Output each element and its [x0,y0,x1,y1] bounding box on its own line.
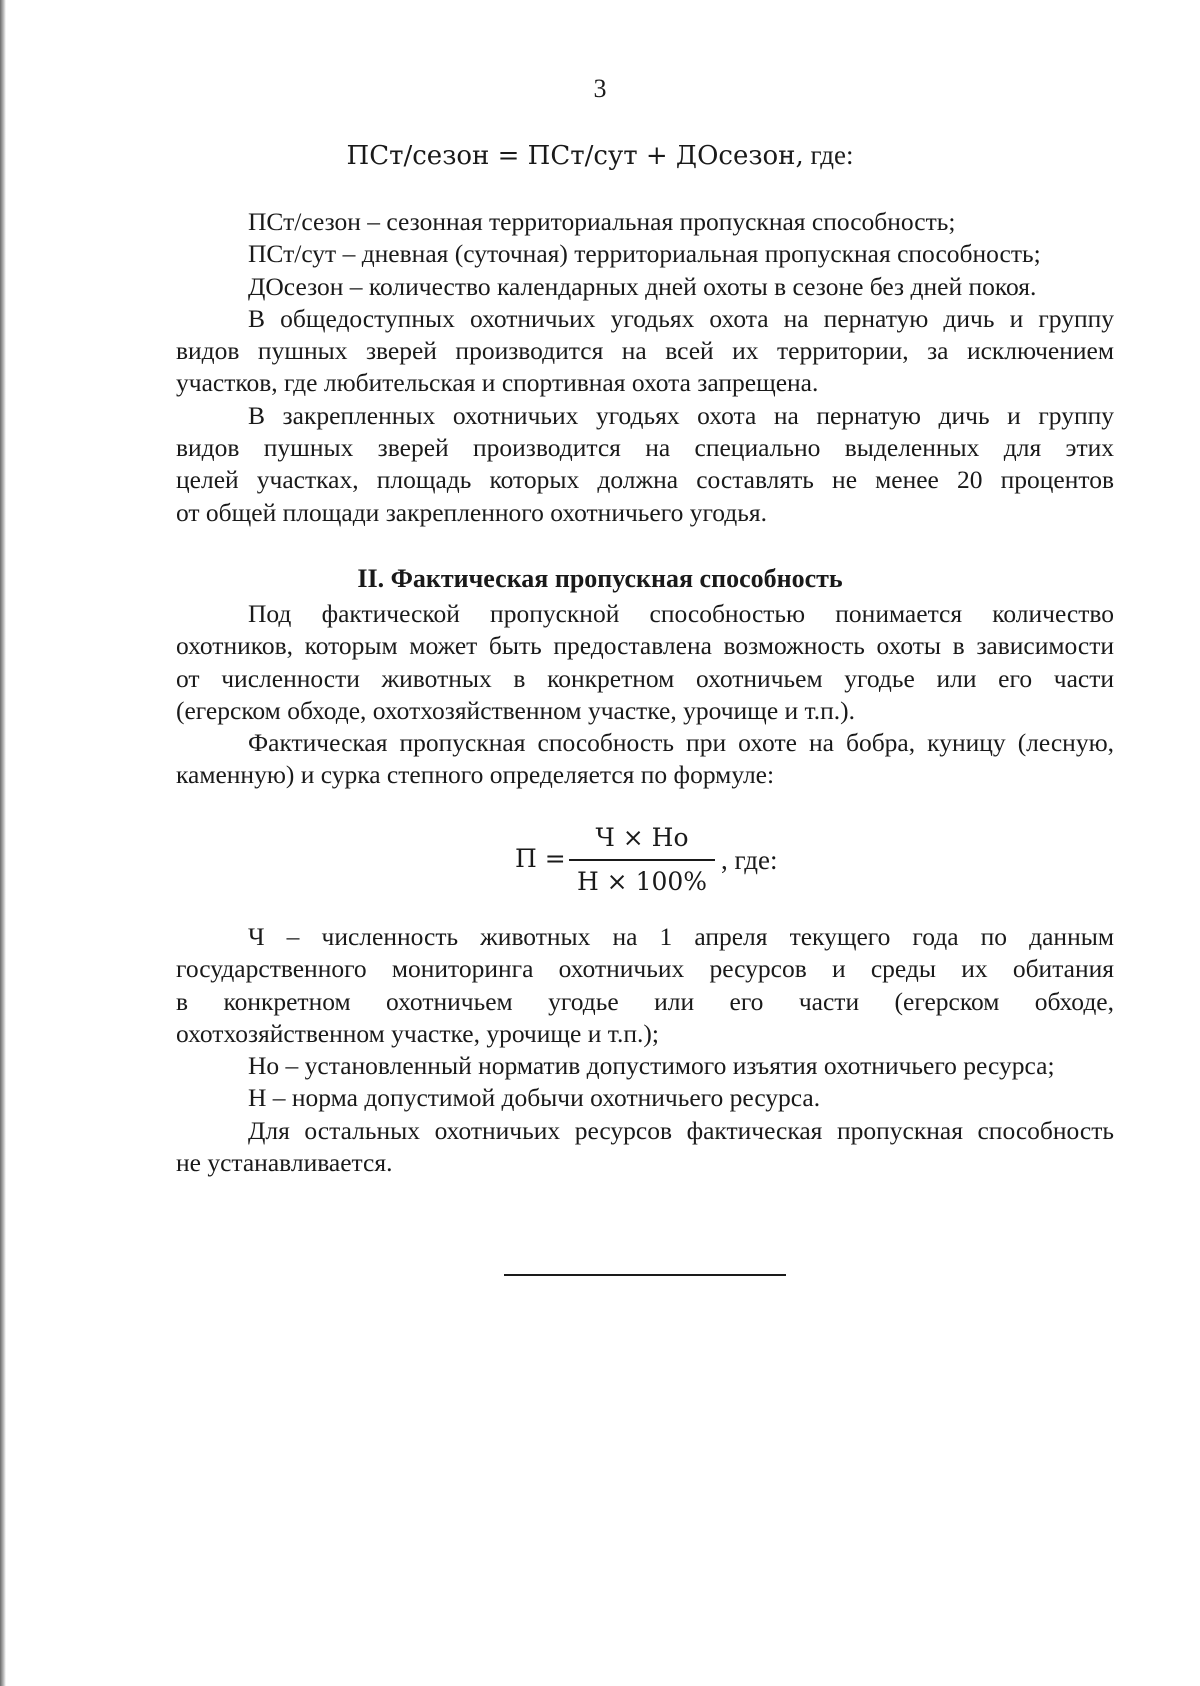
para-assigned-line-3: целей участках, площадь которых должна составлять не менее 20 процентов [176,465,1114,495]
fraction-denominator: Н × 100% [576,867,708,896]
formula-suffix: , где: [721,845,778,875]
para-formula-intro-line-1: Фактическая пропускная способность при охоте на бобра, куницу (лесную, [248,728,1114,758]
formula-lhs: П = [515,844,566,873]
para-assigned-line-4: от общей площади закрепленного охотничьего угодья. [176,497,767,527]
definition-n: Н – норма допустимой добычи охотничьего ресурса. [248,1083,821,1113]
formula-season-expression: ПСт/сезон = ПСт/сут + ДОсезон, [346,141,804,171]
para-public-line-3: участков, где любительская и спортивная охота запрещена. [176,368,819,398]
para-ch-line-4: охотхозяйственном участке, урочище и т.п.); [176,1018,659,1048]
section2-definitions [176,921,1114,1179]
para-other-line-1: Для остальных охотничьих ресурсов фактическая пропускная способность [248,1115,1114,1145]
para-ch-line-1: Ч – численность животных на 1 апреля текущего года по данным [248,922,1114,951]
definitions-block [176,206,1114,529]
section-heading: II. Фактическая пропускная способность [357,564,843,593]
formula-season-suffix: где: [803,140,854,170]
fraction-bar [569,859,715,861]
definition-day: ПСт/сут – дневная (суточная) территориальная пропускная способность; [248,239,1041,269]
para-def-line-2: охотников, которым может быть предоставлена возможность охоты в зависимости [176,631,1114,661]
section2-intro [176,598,1114,792]
page-number: 3 [593,74,607,103]
para-other-line-2: не устанавливается. [176,1148,393,1178]
definition-season: ПСт/сезон – сезонная территориальная пропускная способность; [248,207,956,236]
definition-no: Но – установленный норматив допустимого изъятия охотничьего ресурса; [248,1051,1055,1081]
para-assigned-line-1: В закрепленных охотничьих угодьях охота на пернатую дичь и группу [248,400,1114,430]
end-rule [504,1274,786,1276]
para-public-line-2: видов пушных зверей производится на всей их территории, за исключением [176,336,1114,366]
para-public-line-1: В общедоступных охотничьих угодьях охота на пернатую дичь и группу [248,303,1114,333]
para-assigned-line-2: видов пушных зверей производится на специально выделенных для этих [176,433,1114,463]
para-ch-line-3: в конкретном охотничьем угодье или его части (егерском обходе, [176,986,1114,1016]
para-def-line-1: Под фактической пропускной способностью понимается количество [248,599,1114,628]
fraction [567,820,717,900]
definition-days-hunting: ДОсезон – количество календарных дней охоты в сезоне без дней покоя. [248,271,1037,301]
para-def-line-4: (егерском обходе, охотхозяйственном участке, урочище и т.п.). [176,695,856,725]
fraction-numerator: Ч × Но [595,823,689,852]
para-def-line-3: от численности животных в конкретном охотничьем угодье или его части [176,663,1114,693]
scan-edge-shadow [0,0,6,1686]
para-ch-line-2: государственного мониторинга охотничьих ресурсов и среды их обитания [176,954,1114,984]
formula-season [0,140,1200,171]
para-formula-intro-line-2: каменную) и сурка степного определяется по формуле: [176,760,775,790]
